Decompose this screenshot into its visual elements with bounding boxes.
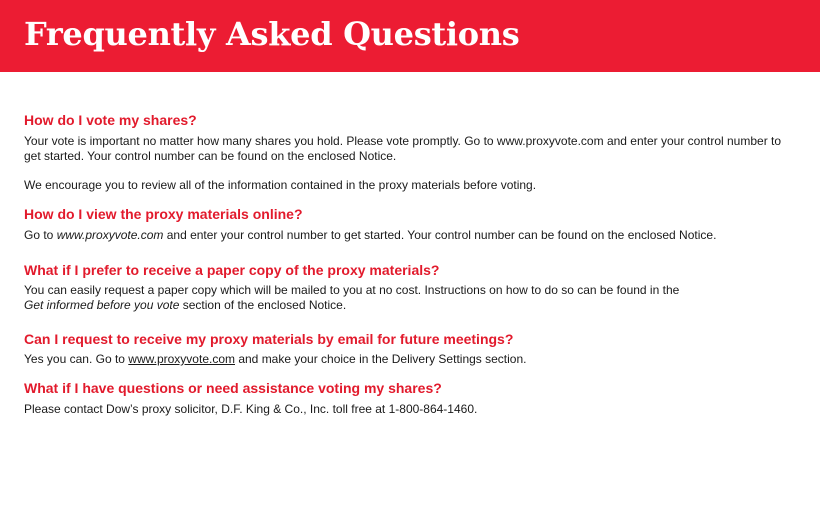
faq-answer-review-materials: We encourage you to review all of the information contained in the proxy materials before voting. <box>24 178 537 192</box>
proxyvote-link-text: www.proxyvote.com <box>56 228 164 242</box>
answer-text: section of the enclosed Notice. <box>179 298 347 312</box>
answer-text: and make your choice in the Delivery Settings section. <box>235 352 527 366</box>
notice-section-name: Get informed before you vote <box>24 298 180 312</box>
faq-answer-assistance: Please contact Dow’s proxy solicitor, D.F. King & Co., Inc. toll free at 1-800-864-1460. <box>24 402 478 416</box>
answer-text: and enter your control number to get started. Your control number can be found on the enclosed Notice. <box>163 228 717 242</box>
faq-question-assistance: What if I have questions or need assistance voting my shares? <box>24 380 442 396</box>
header-banner <box>0 0 820 72</box>
proxyvote-link[interactable]: www.proxyvote.com <box>128 352 235 366</box>
answer-line: get started. Your control number can be found on the enclosed Notice. <box>24 149 397 163</box>
faq-question-paper-copy: What if I prefer to receive a paper copy of the proxy materials? <box>24 262 440 278</box>
answer-text: Yes you can. Go to <box>24 352 129 366</box>
faq-answer-email-delivery <box>24 352 794 367</box>
answer-line: You can easily request a paper copy which will be mailed to you at no cost. Instructions on how to do so can be found in the <box>24 283 680 297</box>
faq-answer-view-online <box>24 228 794 243</box>
page-title: Frequently Asked Questions <box>24 15 520 53</box>
faq-question-vote-shares: How do I vote my shares? <box>24 112 197 128</box>
faq-answer-vote-shares <box>24 134 794 164</box>
answer-text: Go to <box>24 228 57 242</box>
answer-line <box>24 298 794 313</box>
answer-line: Your vote is important no matter how many shares you hold. Please vote promptly. Go to www.proxyvote.com and enter your control number to <box>24 134 782 148</box>
faq-question-view-online: How do I view the proxy materials online? <box>24 206 303 222</box>
faq-question-email-delivery: Can I request to receive my proxy materials by email for future meetings? <box>24 331 514 347</box>
faq-answer-paper-copy <box>24 283 794 313</box>
